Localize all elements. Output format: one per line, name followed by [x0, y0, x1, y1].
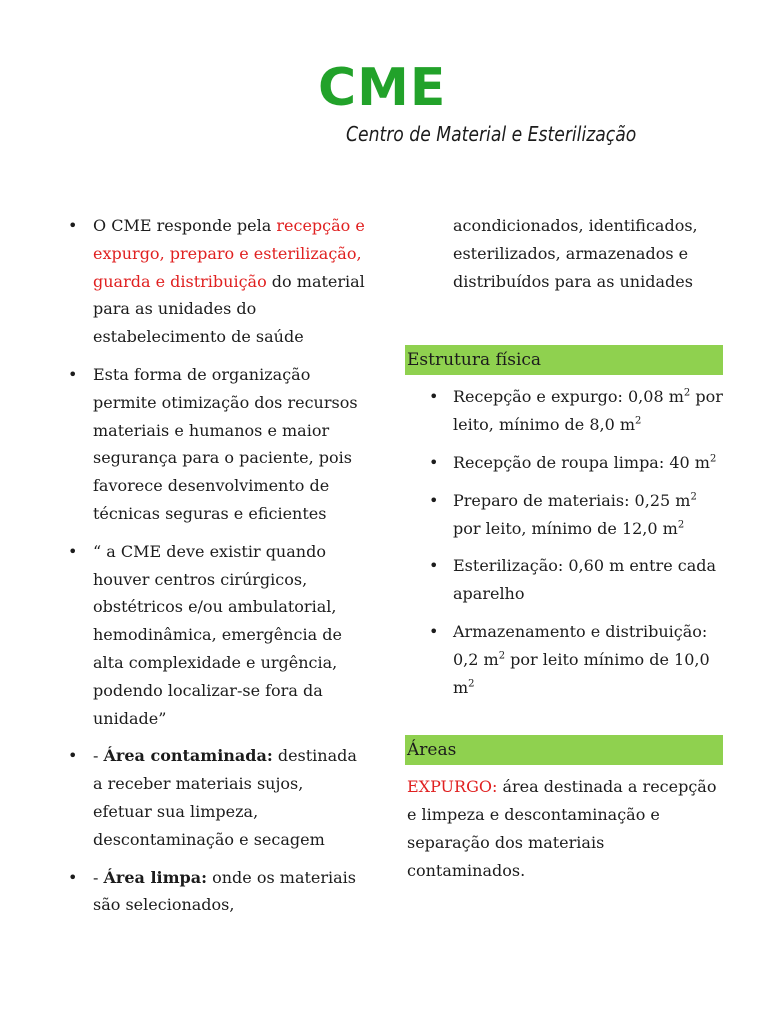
superscript: 2	[709, 453, 717, 465]
superscript: 2	[690, 491, 697, 503]
list-item	[405, 552, 723, 608]
bullet-text: O CME responde pela	[93, 216, 277, 235]
bullet-text: do material para as unidades do estabelecimento de saúde	[93, 271, 365, 347]
areas-paragraph	[407, 773, 721, 884]
item-text: por leito, mínimo de 8,0 m	[453, 387, 723, 435]
list-item	[405, 487, 723, 543]
section-heading-areas: Áreas	[405, 735, 723, 765]
estrutura-list	[405, 383, 723, 701]
list-item	[62, 212, 366, 351]
superscript: 2	[468, 678, 475, 690]
bullet-list	[62, 212, 366, 919]
superscript: 2	[683, 388, 691, 400]
dash-text: -	[93, 746, 104, 766]
item-text: Esterilização: 0,60 m entre cada aparelho	[453, 556, 717, 604]
left-column	[62, 212, 366, 929]
item-text: Recepção de roupa limpa: 40 m	[453, 452, 710, 472]
list-item	[405, 383, 723, 439]
page-subtitle: Centro de Material e Esterilização	[346, 122, 637, 146]
superscript: 2	[677, 519, 685, 531]
superscript: 2	[498, 650, 506, 662]
bullet-text: destinada a receber materiais sujos, efetuar sua limpeza, descontaminação e secagem	[93, 746, 357, 849]
term-label: Área contaminada:	[103, 746, 273, 766]
expurgo-label: EXPURGO:	[407, 777, 498, 797]
list-item	[62, 864, 366, 920]
superscript: 2	[635, 415, 642, 427]
right-column	[405, 212, 723, 885]
dash-text: -	[93, 867, 104, 887]
section-heading-estrutura: Estrutura física	[405, 345, 723, 375]
list-item	[62, 361, 366, 528]
item-text: por leito mínimo de 10,0 m	[453, 649, 710, 697]
list-item	[405, 618, 723, 701]
list-item	[62, 742, 366, 853]
bullet-text: “ a CME deve existir quando houver centros cirúrgicos, obstétricos e/ou ambulatorial, hemodinâmica, emergência de alta complexidade e urgência, podendo localizar-se fora da unidade”	[93, 541, 342, 728]
item-text: Preparo de materiais: 0,25 m	[453, 490, 691, 510]
list-item	[405, 449, 723, 477]
highlight-text: recepção e expurgo, preparo e esterilização, guarda e distribuição	[93, 216, 365, 291]
continuation-text: acondicionados, identificados, esterilizados, armazenados e distribuídos para as unidades	[453, 216, 698, 291]
list-item	[62, 538, 366, 733]
page-title: CME	[318, 58, 447, 118]
bullet-text: onde os materiais são selecionados,	[93, 867, 357, 915]
term-label: Área limpa:	[103, 867, 208, 887]
item-text: Recepção e expurgo: 0,08 m	[453, 387, 684, 407]
bullet-text: Esta forma de organização permite otimização dos recursos materiais e humanos e maior segurança para o paciente, pois favorece desenvolvimento de técnicas seguras e eficientes	[93, 364, 358, 523]
item-text: por leito, mínimo de 12,0 m	[453, 518, 678, 538]
item-text: Armazenamento e distribuição: 0,2 m	[453, 621, 708, 669]
paragraph-text: área destinada a recepção e limpeza e descontaminação e separação dos materiais contaminados.	[407, 777, 717, 880]
